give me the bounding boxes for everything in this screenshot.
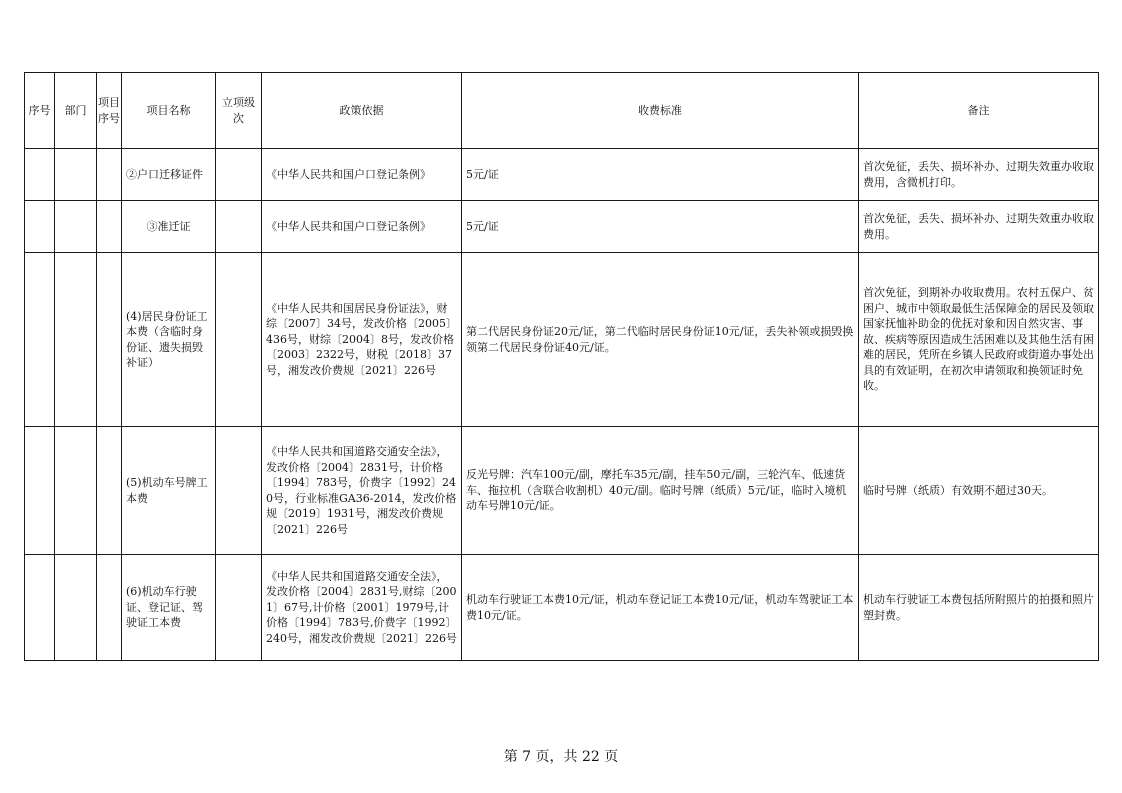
cell-dept (55, 149, 97, 201)
cell-policy: 《中华人民共和国户口登记条例》 (262, 149, 462, 201)
cell-standard: 第二代居民身份证20元/证，第二代临时居民身份证10元/证，丢失补领或损毁换领第二代居民身份证40元/证。 (462, 253, 859, 427)
cell-item-seq (97, 427, 122, 555)
cell-dept (55, 427, 97, 555)
cell-seq (25, 555, 55, 661)
cell-policy: 《中华人民共和国户口登记条例》 (262, 201, 462, 253)
cell-item-seq (97, 253, 122, 427)
cell-item-name: (4)居民身份证工本费（含临时身份证、遗失损毁补证） (122, 253, 216, 427)
header-remarks: 备注 (859, 73, 1099, 149)
cell-item-name: ②户口迁移证件 (122, 149, 216, 201)
header-item-name: 项目名称 (122, 73, 216, 149)
table-row (25, 555, 1099, 661)
header-dept: 部门 (55, 73, 97, 149)
cell-item-name: (6)机动车行驶证、登记证、驾驶证工本费 (122, 555, 216, 661)
cell-seq (25, 201, 55, 253)
cell-item-name: ③准迁证 (122, 201, 216, 253)
table-row (25, 253, 1099, 427)
cell-item-seq (97, 149, 122, 201)
table-header-row (25, 73, 1099, 149)
cell-remarks: 临时号牌（纸质）有效期不超过30天。 (859, 427, 1099, 555)
cell-seq (25, 149, 55, 201)
fee-table (24, 72, 1099, 661)
cell-level (216, 149, 262, 201)
cell-remarks: 机动车行驶证工本费包括所附照片的拍摄和照片塑封费。 (859, 555, 1099, 661)
header-item-seq: 项目序号 (97, 73, 122, 149)
table-row (25, 427, 1099, 555)
cell-seq (25, 427, 55, 555)
cell-level (216, 201, 262, 253)
cell-policy: 《中华人民共和国居民身份证法》，财综〔2007〕34号，发改价格〔2005〕436号，财综〔2004〕8号，发改价格〔2003〕2322号，财税〔2018〕37号，湘发改价费规〔2021〕226号 (262, 253, 462, 427)
cell-level (216, 253, 262, 427)
cell-standard: 机动车行驶证工本费10元/证，机动车登记证工本费10元/证，机动车驾驶证工本费10元/证。 (462, 555, 859, 661)
cell-item-name: (5)机动车号牌工本费 (122, 427, 216, 555)
cell-dept (55, 555, 97, 661)
header-seq: 序号 (25, 73, 55, 149)
page-number: 第 7 页，共 22 页 (503, 749, 619, 765)
cell-dept (55, 201, 97, 253)
table-row (25, 201, 1099, 253)
header-level: 立项级次 (216, 73, 262, 149)
cell-dept (55, 253, 97, 427)
header-policy: 政策依据 (262, 73, 462, 149)
cell-item-seq (97, 201, 122, 253)
cell-standard: 5元/证 (462, 201, 859, 253)
cell-remarks: 首次免征，丢失、损坏补办、过期失效重办收取费用。 (859, 201, 1099, 253)
cell-remarks: 首次免征，到期补办收取费用。农村五保户、贫困户、城市中领取最低生活保障金的居民及领取国家抚恤补助金的优抚对象和因自然灾害、事故、疾病等原因造成生活困难以及其他生活有困难的居民，凭所在乡镇人民政府或街道办事处出具的有效证明，在初次申请领取和换领证时免收。 (859, 253, 1099, 427)
cell-level (216, 555, 262, 661)
table-row (25, 149, 1099, 201)
cell-seq (25, 253, 55, 427)
cell-policy: 《中华人民共和国道路交通安全法》，发改价格〔2004〕2831号,财综〔2001〕67号,计价格〔2001〕1979号,计价格〔1994〕783号,价费字〔1992〕240号，湘发改价费规〔2021〕226号 (262, 555, 462, 661)
header-standard: 收费标准 (462, 73, 859, 149)
cell-standard: 反光号牌：汽车100元/副，摩托车35元/副，挂车50元/副，三轮汽车、低速货车、拖拉机（含联合收割机）40元/副。临时号牌（纸质）5元/证，临时入境机动车号牌10元/证。 (462, 427, 859, 555)
cell-level (216, 427, 262, 555)
cell-remarks: 首次免征，丢失、损坏补办、过期失效重办收取费用，含微机打印。 (859, 149, 1099, 201)
cell-item-seq (97, 555, 122, 661)
cell-standard: 5元/证 (462, 149, 859, 201)
cell-policy: 《中华人民共和国道路交通安全法》，发改价格〔2004〕2831号，计价格〔1994〕783号，价费字〔1992〕240号，行业标准GA36-2014，发改价格规〔2019〕1931号，湘发改价费规〔2021〕226号 (262, 427, 462, 555)
